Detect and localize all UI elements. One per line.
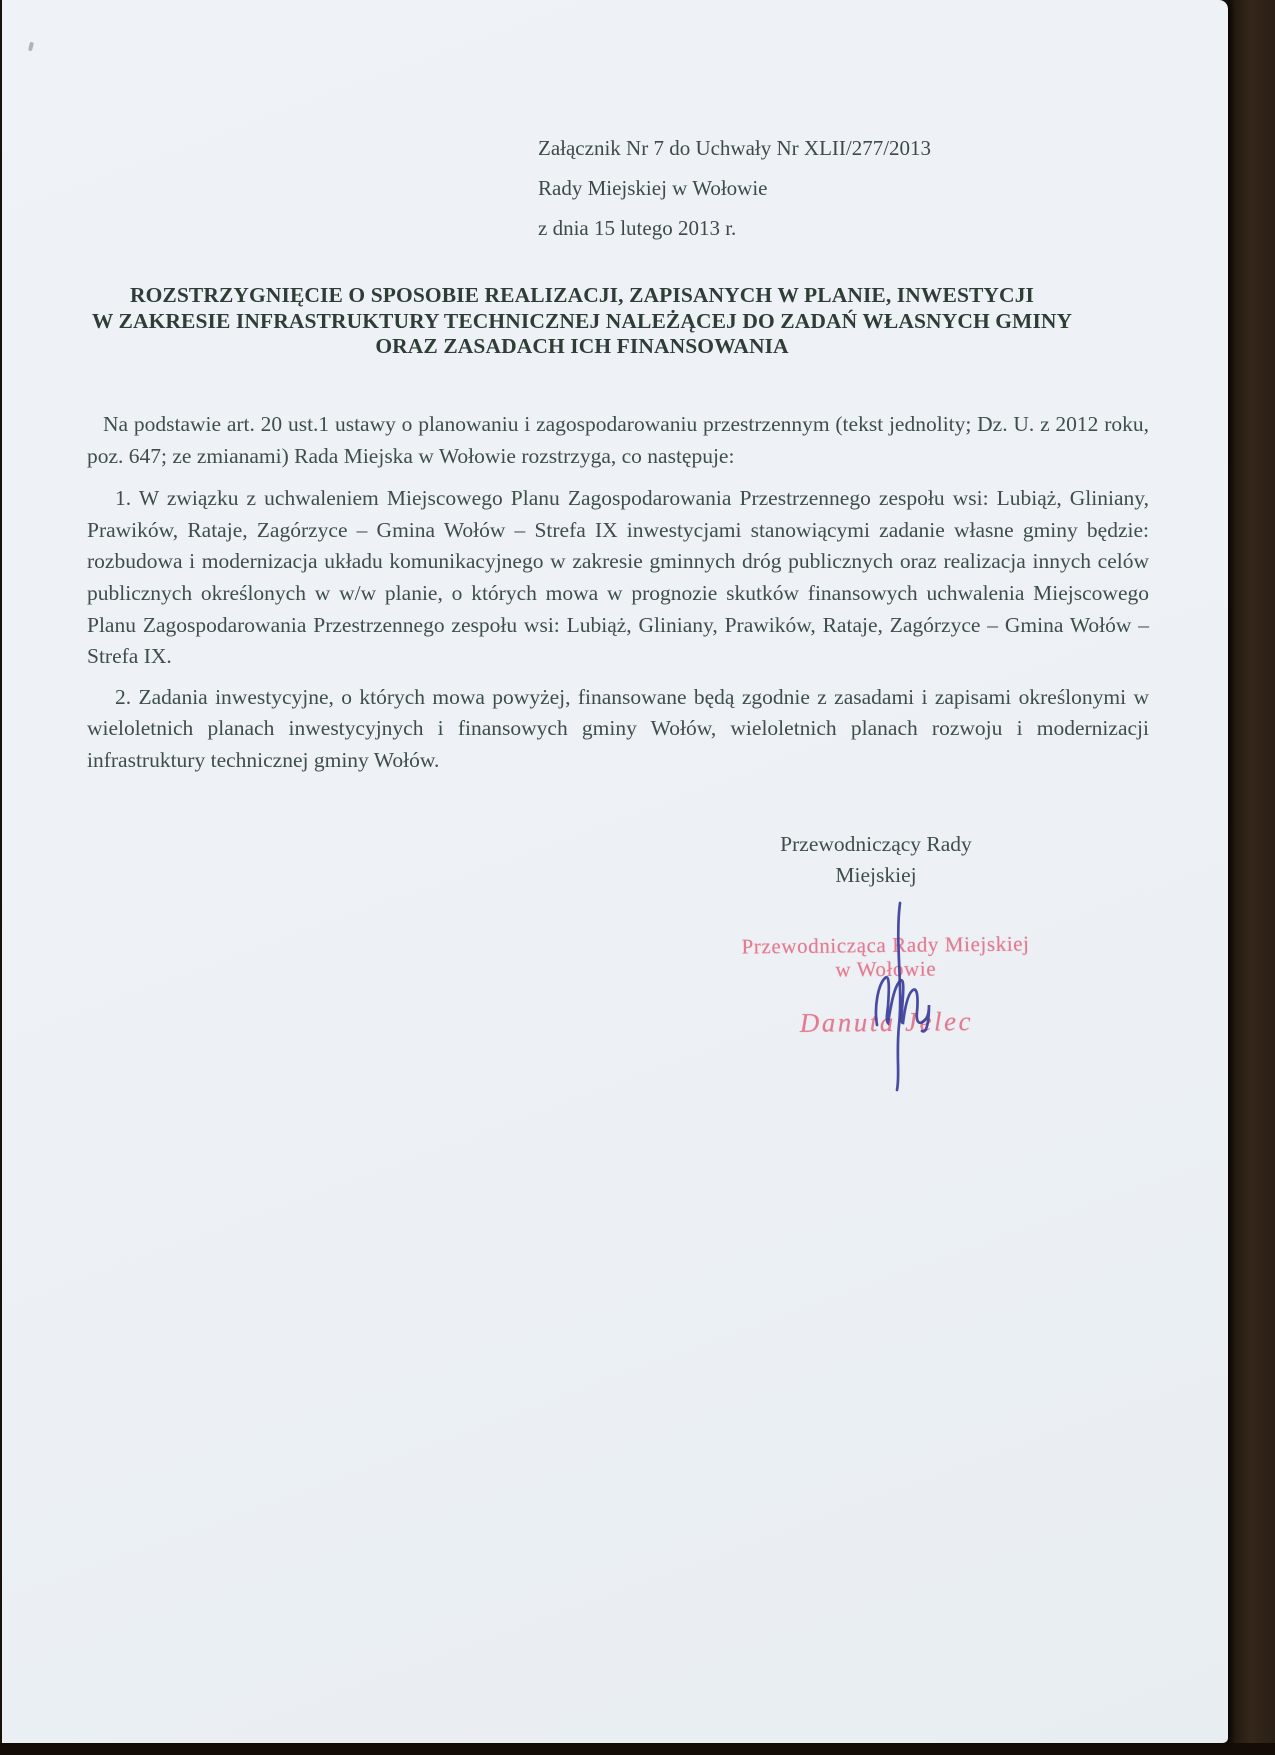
stamp-signer-name: Danuta Jelec [799,1006,974,1038]
title-line-2: W ZAKRESIE INFRASTRUKTURY TECHNICZNEJ NALEŻĄCEJ DO ZADAŃ WŁASNYCH GMINY [91,308,1073,333]
stamp-role-line-1: Przewodnicząca Rady Miejskiej [741,931,1030,959]
attachment-header [538,128,931,248]
document-body [87,409,1149,786]
handwritten-signature-ink [742,893,1022,1098]
signature-role-heading [680,829,1072,891]
scan-edge-bottom [0,1743,1275,1755]
council-name-line: Rady Miejskiej w Wołowie [538,176,768,200]
legal-basis-paragraph: Na podstawie art. 20 ust.1 ustawy o planowaniu i zagospodarowaniu przestrzennym (tekst jednolity; Dz. U. z 2012 roku, poz. 647; ze zmianami) Rada Miejska w Wołowie rozstrzyga, co następuje: [87,412,1149,468]
attachment-number-line: Załącznik Nr 7 do Uchwały Nr XLII/277/2013 [538,136,932,160]
document-title [47,283,1117,360]
scan-edge-right [1228,0,1275,1755]
signature-role-line-1: Przewodniczący Rady [780,832,972,856]
resolution-point-2: 2. Zadania inwestycyjne, o których mowa powyżej, finansowane będą zgodnie z zasadami i zapisami określonymi w wieloletnich planach inwestycyjnych i finansowych gminy Wołów, wieloletnich planach rozwoju i modernizacji infrastruktury technicznej gminy Wołów. [87,684,1149,772]
stamp-role-line-2: w Wołowie [835,955,937,982]
scan-artifact [28,42,34,52]
title-line-1: ROZSTRZYGNIĘCIE O SPOSOBIE REALIZACJI, ZAPISANYCH W PLANIE, INWESTYCJI [129,283,1035,307]
resolution-date-line: z dnia 15 lutego 2013 r. [538,216,737,240]
document-page [2,0,1228,1743]
title-line-3: ORAZ ZASADACH ICH FINANSOWANIA [375,334,789,358]
signature-role-line-2: Miejskiej [835,863,917,887]
resolution-point-1: 1. W związku z uchwaleniem Miejscowego Planu Zagospodarowania Przestrzennego zespołu wsi: Lubiąż, Gliniany, Prawików, Rataje, Zagórzyce – Gmina Wołów – Strefa IX inwestycjami stanowiącymi zadanie własne gminy będzie: rozbudowa i modernizacja układu komunikacyjnego w zakresie gminnych dróg publicznych oraz realizacja innych celów publicznych określonych w w/w planie, o których mowa w prognozie skutków finansowych uchwalenia Miejscowego Planu Zagospodarowania Przestrzennego zespołu wsi: Lubiąż, Gliniany, Prawików, Rataje, Zagórzyce – Gmina Wołów – Strefa IX. [87,486,1149,669]
